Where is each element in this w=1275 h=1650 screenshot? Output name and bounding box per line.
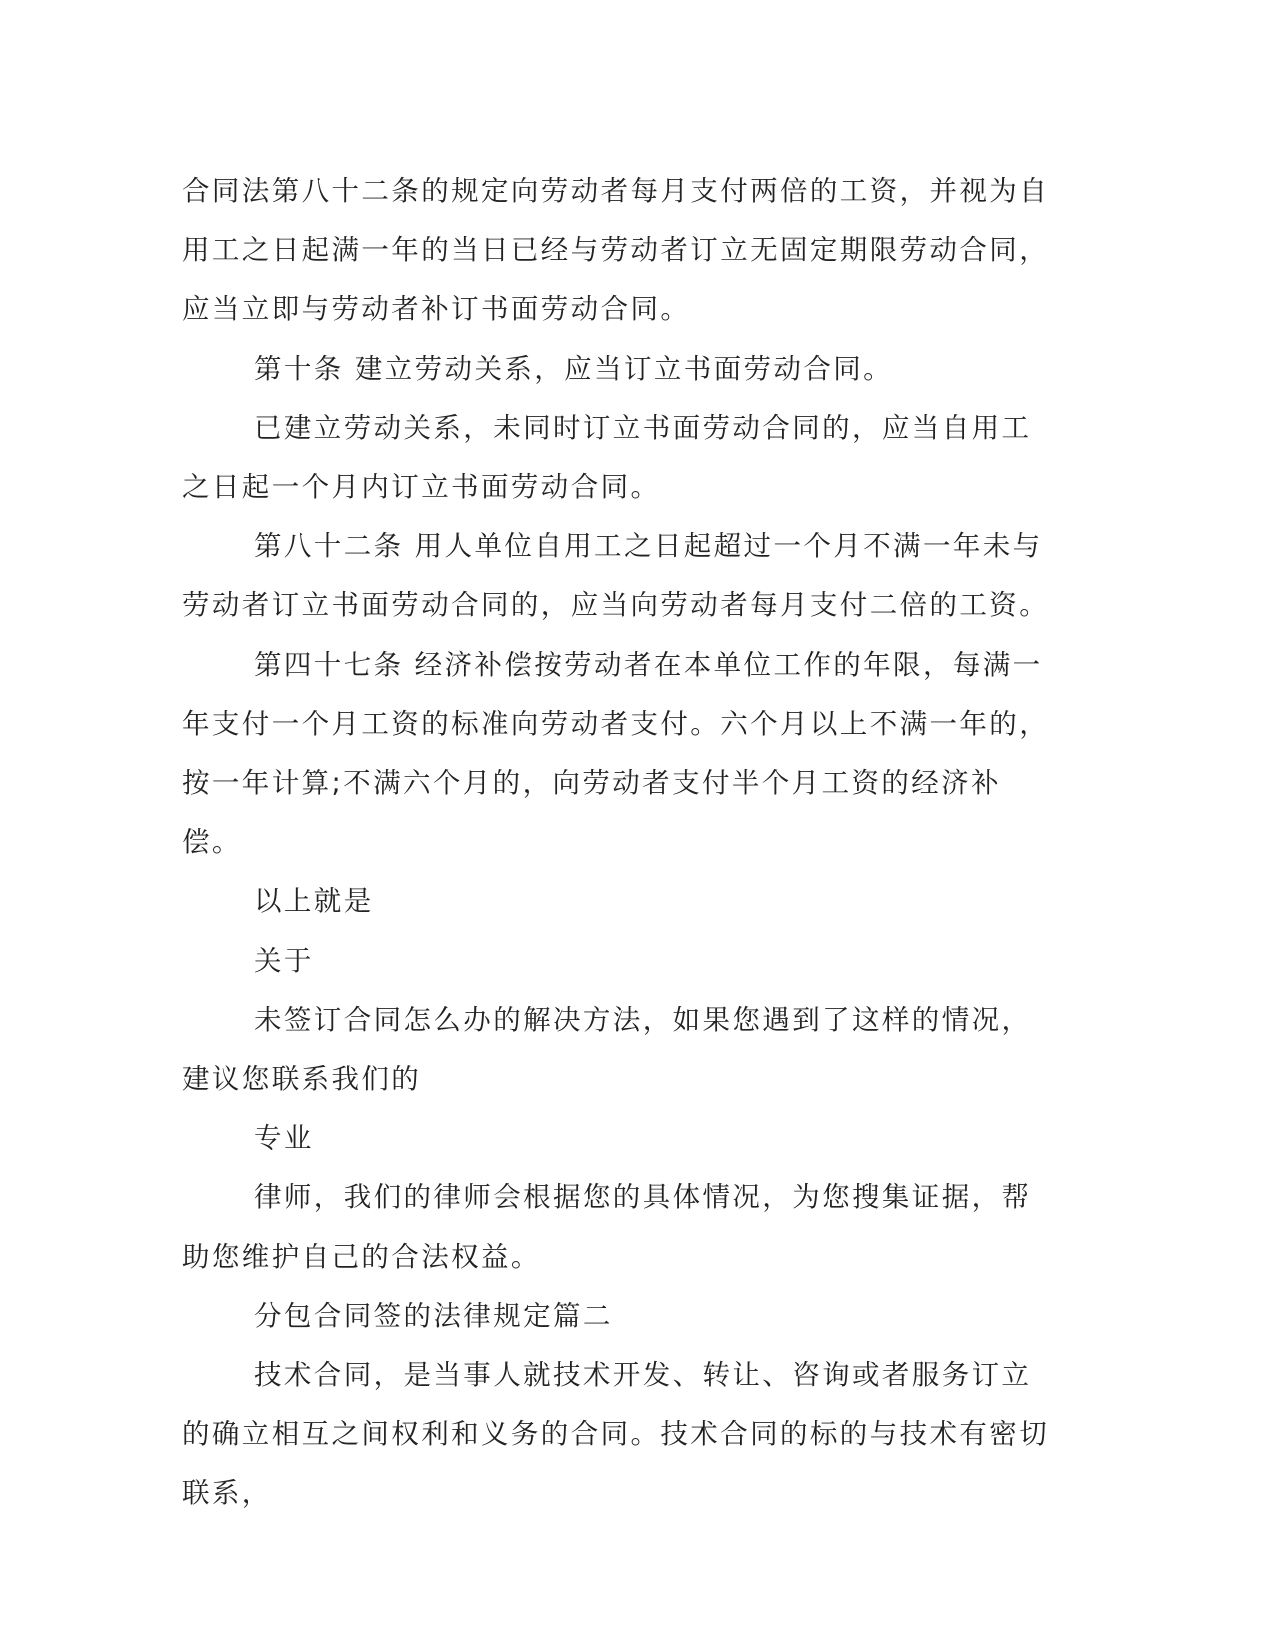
paragraph-summary-5: 律师，我们的律师会根据您的具体情况，为您搜集证据，帮助您维护自己的合法权益。 [182, 1181, 1032, 1273]
document-body [182, 162, 1052, 1524]
section-heading-part-2: 分包合同签的法律规定篇二 [254, 1299, 613, 1332]
paragraph-technology-contract: 技术合同，是当事人就技术开发、转让、咨询或者服务订立的确立相互之间权利和义务的合同。技术合同的标的与技术有密切联系， [182, 1359, 1050, 1510]
paragraph-summary-3: 未签订合同怎么办的解决方法，如果您遇到了这样的情况，建议您联系我们的 [182, 1003, 1032, 1096]
paragraph-continuation: 合同法第八十二条的规定向劳动者每月支付两倍的工资，并视为自用工之日起满一年的当日已经与劳动者订立无固定期限劳动合同，应当立即与劳动者补订书面劳动合同。 [182, 175, 1050, 326]
paragraph-article-82: 第八十二条 用人单位自用工之日起超过一个月不满一年未与劳动者订立书面劳动合同的，应当向劳动者每月支付二倍的工资。 [182, 530, 1050, 622]
paragraph-summary-2: 关于 [254, 944, 314, 977]
paragraph-article-10-detail: 已建立劳动关系，未同时订立书面劳动合同的，应当自用工之日起一个月内订立书面劳动合同。 [182, 411, 1032, 504]
paragraph-summary-4: 专业 [254, 1122, 314, 1155]
paragraph-article-10: 第十条 建立劳动关系，应当订立书面劳动合同。 [254, 352, 894, 385]
paragraph-summary-1: 以上就是 [254, 885, 374, 918]
paragraph-article-47: 第四十七条 经济补偿按劳动者在本单位工作的年限，每满一年支付一个月工资的标准向劳动者支付。六个月以上不满一年的，按一年计算;不满六个月的，向劳动者支付半个月工资的经济补偿。 [182, 648, 1050, 859]
